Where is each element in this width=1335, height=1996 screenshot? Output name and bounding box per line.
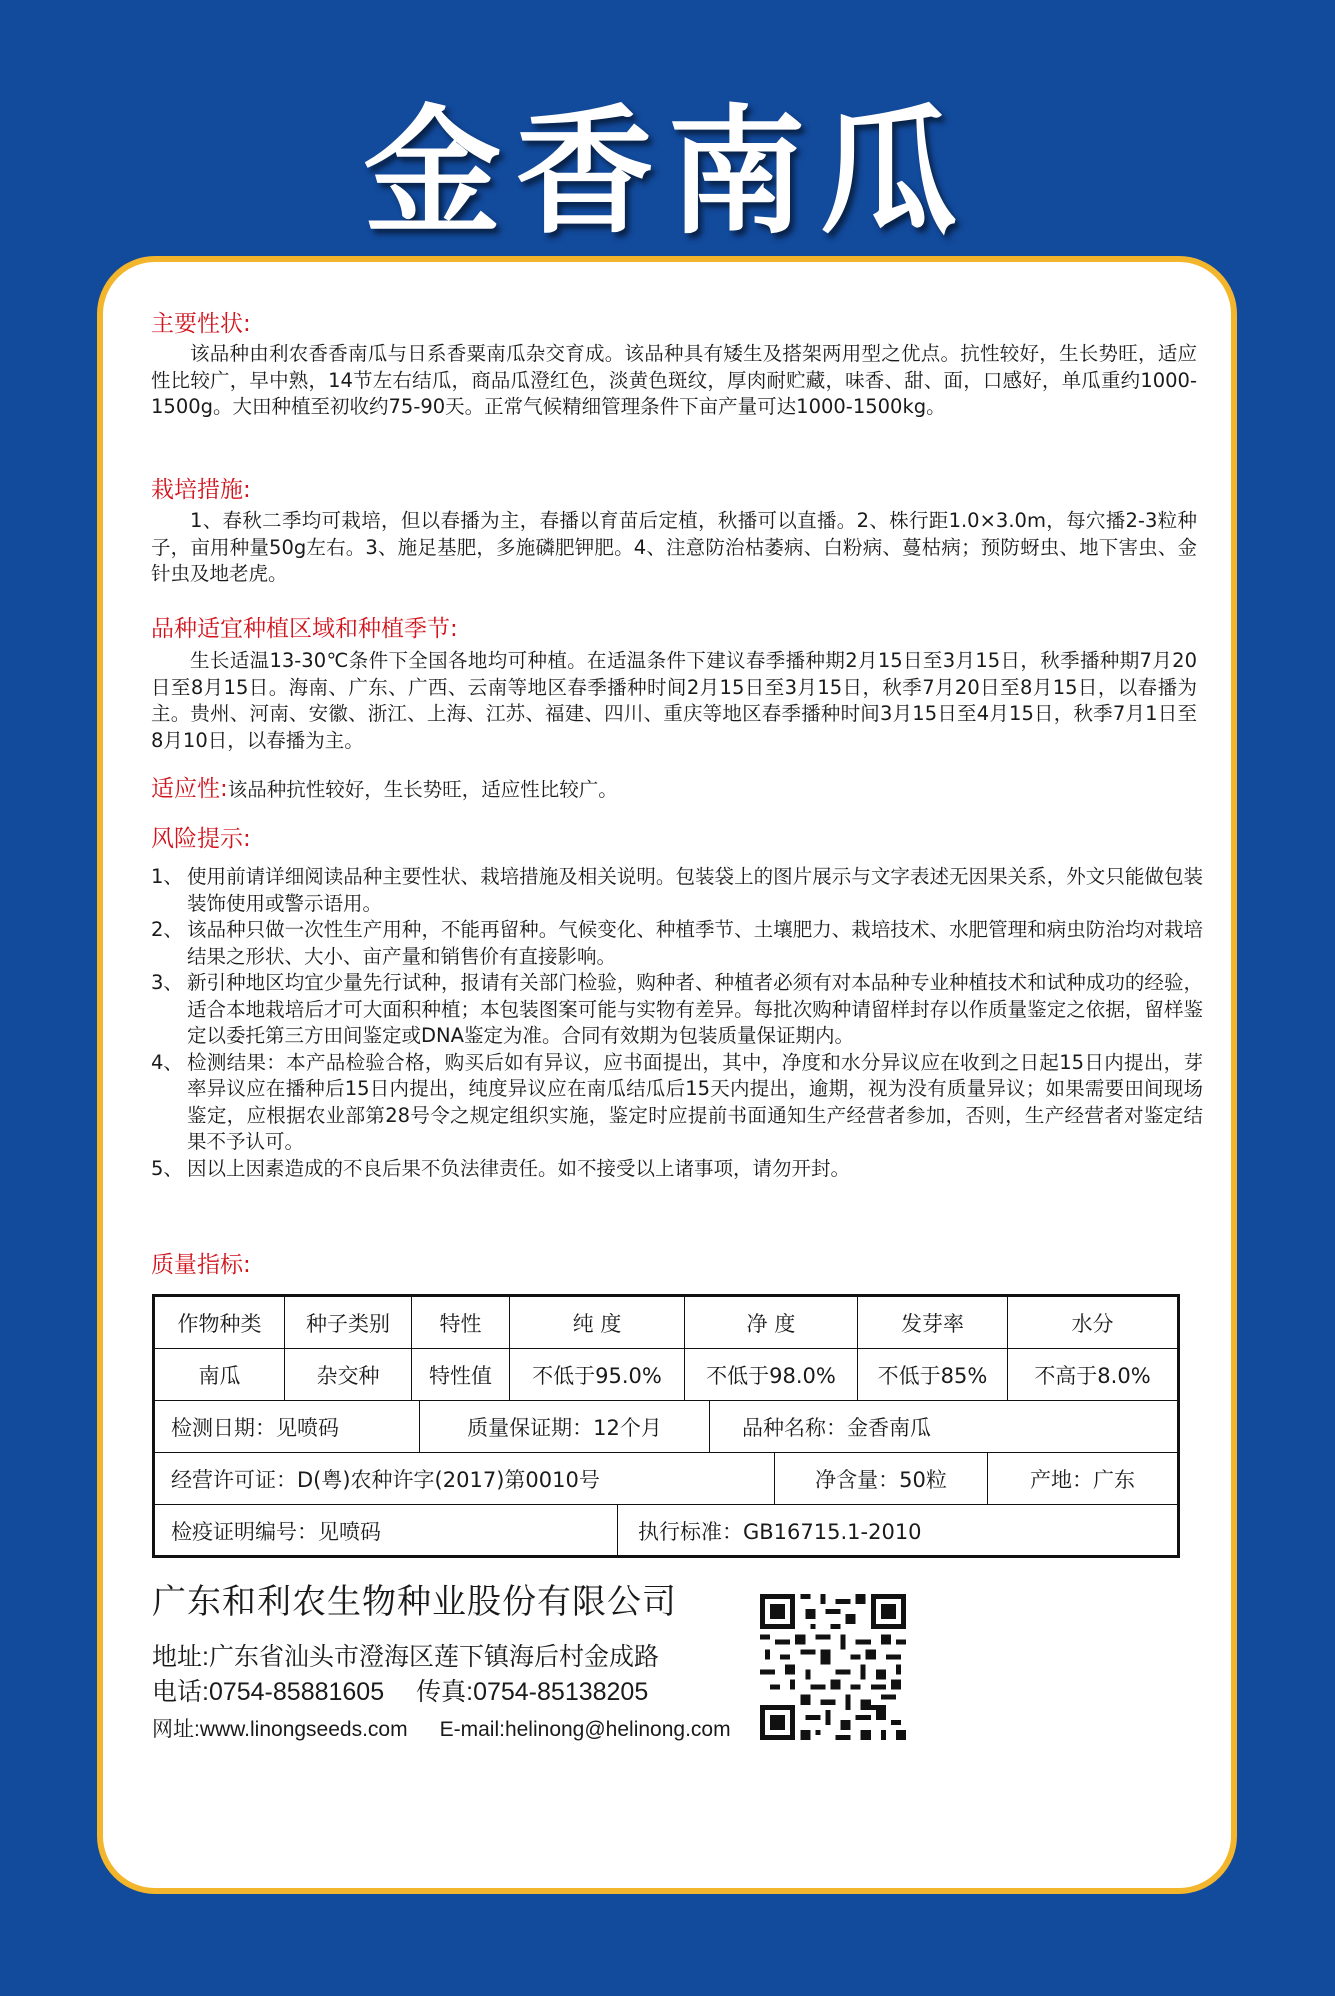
inspection-date-cell: 检测日期：见喷码 — [155, 1401, 420, 1452]
risk-item — [151, 970, 1203, 1050]
table-cell: 南瓜 — [155, 1349, 285, 1400]
quality-heading: 质量指标: — [151, 1252, 251, 1278]
table-header-cell: 发芽率 — [858, 1297, 1008, 1348]
table-row — [155, 1453, 1177, 1505]
risk-list — [151, 864, 1203, 1182]
risk-item-text: 使用前请详细阅读品种主要性状、栽培措施及相关说明。包装袋上的图片展示与文字表述无因果关系，外文只能做包装装饰使用或警示语用。 — [187, 865, 1203, 915]
risk-item-number: 4、 — [151, 1050, 183, 1074]
table-header-cell: 水分 — [1071, 1311, 1114, 1336]
table-row — [155, 1505, 1177, 1557]
company-website: 网址:www.linongseeds.com — [152, 1718, 408, 1741]
adaptability-line — [151, 774, 618, 805]
risk-item-text: 因以上因素造成的不良后果不负法律责任。如不接受以上诸事项，请勿开封。 — [187, 1156, 851, 1180]
variety-name-cell: 品种名称：金香南瓜 — [742, 1415, 931, 1440]
traits-heading: 主要性状: — [151, 311, 251, 337]
company-email: E-mail:helinong@helinong.com — [439, 1718, 731, 1741]
risk-item-number: 3、 — [151, 971, 183, 994]
standard-cell: 执行标准：GB16715.1-2010 — [638, 1520, 922, 1544]
risk-heading: 风险提示: — [151, 826, 251, 852]
table-value-row — [155, 1349, 1177, 1401]
table-header-cell: 特性 — [412, 1297, 510, 1348]
table-cell: 不低于85% — [858, 1349, 1008, 1400]
table-header-cell: 净 度 — [685, 1297, 858, 1348]
table-header-cell: 种子类别 — [285, 1297, 412, 1348]
risk-item — [151, 864, 1203, 917]
table-row — [155, 1401, 1177, 1453]
cultivation-text: 1、春秋二季均可栽培，但以春播为主，春播以育苗后定植，秋播可以直播。2、株行距1.0×3.0m，每穴播2-3粒种子，亩用种量50g左右。3、施足基肥，多施磷肥钾肥。4、注意防治枯萎病、白粉病、蔓枯病；预防蚜虫、地下害虫、金针虫及地老虎。 — [151, 509, 1197, 585]
risk-item-text: 该品种只做一次性生产用种，不能再留种。气候变化、种植季节、土壤肥力、栽培技术、水肥管理和病虫防治均对栽培结果之形状、大小、亩产量和销售价有直接影响。 — [187, 918, 1203, 968]
company-name: 广东和利农生物种业股份有限公司 — [152, 1582, 677, 1622]
net-content-cell: 净含量：50粒 — [775, 1453, 988, 1504]
risk-item-number: 1、 — [151, 865, 183, 888]
table-cell: 杂交种 — [285, 1349, 412, 1400]
table-header-cell: 作物种类 — [155, 1297, 285, 1348]
adaptability-heading: 适应性: — [151, 776, 228, 802]
qr-code-icon — [760, 1594, 906, 1740]
risk-item — [151, 1050, 1203, 1156]
company-fax: 传真:0754-85138205 — [416, 1678, 649, 1706]
contact-line — [152, 1677, 648, 1707]
risk-item-text: 检测结果：本产品检验合格，购买后如有异议，应书面提出，其中，净度和水分异议应在收到之日起15日内提出，芽率异议应在播种后15日内提出，纯度异议应在南瓜结瓜后15天内提出，逾期，视为没有质量异议；如果需要田间现场鉴定，应根据农业部第28号令之规定组织实施，鉴定时应提前书面通知生产经营者参加，否则，生产经营者对鉴定结果不予认可。 — [187, 1050, 1203, 1153]
warranty-cell: 质量保证期：12个月 — [420, 1401, 710, 1452]
origin-cell: 产地：广东 — [1030, 1467, 1135, 1492]
risk-item — [151, 917, 1203, 970]
table-cell: 不高于8.0% — [1034, 1363, 1151, 1388]
region-heading: 品种适宜种植区域和种植季节: — [151, 616, 458, 642]
table-header-row — [155, 1297, 1177, 1349]
traits-text: 该品种由利农香香南瓜与日系香粟南瓜杂交育成。该品种具有矮生及搭架两用型之优点。抗性较好，生长势旺，适应性比较广，早中熟，14节左右结瓜，商品瓜澄红色，淡黄色斑纹，厚肉耐贮藏，味香、甜、面，口感好，单瓜重约1000-1500g。大田种植至初收约75-90天。正常气候精细管理条件下亩产量可达1000-1500kg。 — [151, 342, 1197, 418]
page-title: 金香南瓜 — [363, 92, 972, 253]
risk-item-number: 2、 — [151, 918, 183, 941]
region-text: 生长适温13-30℃条件下全国各地均可种植。在适温条件下建议春季播种期2月15日至3月15日，秋季播种期7月20日至8月15日。海南、广东、广西、云南等地区春季播种时间2月15日至3月15日，秋季7月20日至8月15日，以春播为主。贵州、河南、安徽、浙江、上海、江苏、福建、四川、重庆等地区春季播种时间3月15日至4月15日，秋季7月1日至8月10日，以春播为主。 — [151, 649, 1197, 752]
company-phone: 电话:0754-85881605 — [152, 1678, 385, 1706]
quality-table — [152, 1294, 1180, 1558]
table-cell: 不低于98.0% — [685, 1349, 858, 1400]
adaptability-text: 该品种抗性较好，生长势旺，适应性比较广。 — [227, 778, 618, 801]
risk-item-number: 5、 — [151, 1156, 183, 1180]
table-cell: 不低于95.0% — [510, 1349, 685, 1400]
web-line — [152, 1715, 731, 1745]
quarantine-cell: 检疫证明编号：见喷码 — [155, 1505, 618, 1557]
license-cell: 经营许可证：D(粤)农种许字(2017)第0010号 — [155, 1453, 775, 1504]
company-address: 地址:广东省汕头市澄海区莲下镇海后村金成路 — [152, 1643, 659, 1671]
risk-item-text: 新引种地区均宜少量先行试种，报请有关部门检验，购种者、种植者必须有对本品种专业种植技术和试种成功的经验，适合本地栽培后才可大面积种植；本包装图案可能与实物有差异。每批次购种请留样封存以作质量鉴定之依据，留样鉴定以委托第三方田间鉴定或DNA鉴定为准。合同有效期为包装质量保证期内。 — [187, 971, 1203, 1047]
table-header-cell: 纯 度 — [510, 1297, 685, 1348]
table-cell: 特性值 — [412, 1349, 510, 1400]
cultivation-heading: 栽培措施: — [151, 477, 251, 503]
risk-item — [151, 1156, 1203, 1183]
